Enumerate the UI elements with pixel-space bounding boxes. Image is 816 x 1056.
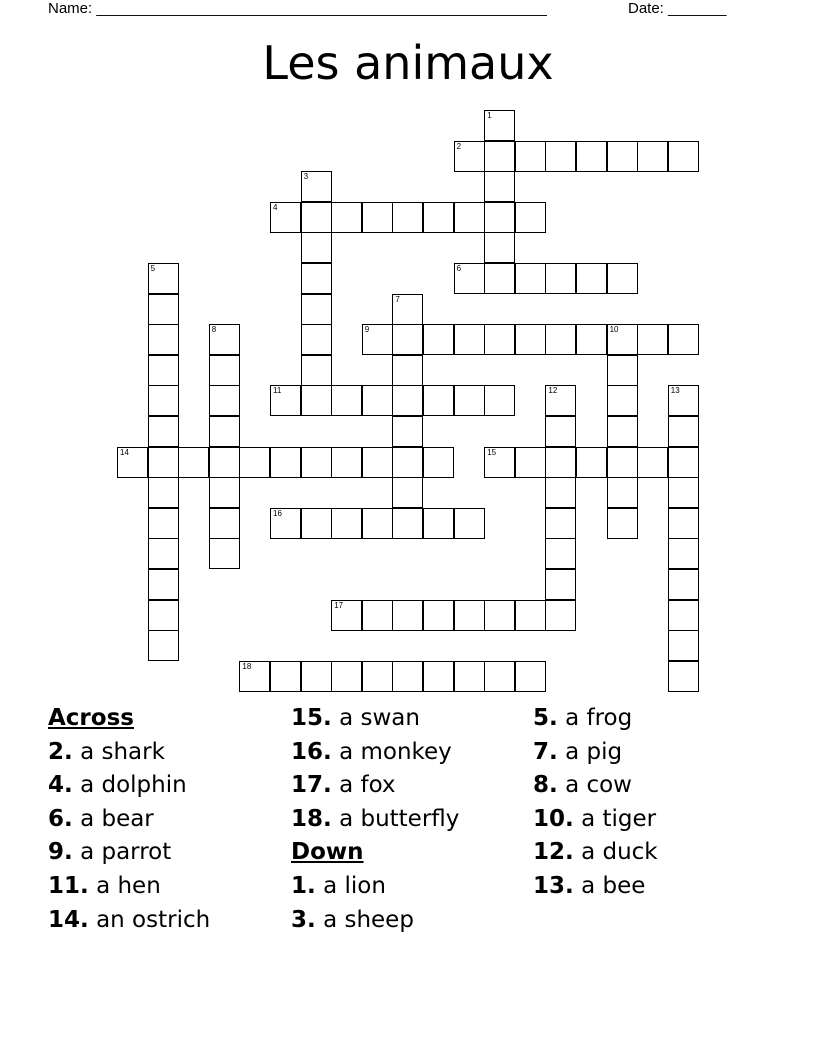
clue-text: a duck — [581, 839, 658, 866]
crossword-cell[interactable] — [545, 508, 576, 539]
crossword-cell[interactable] — [576, 447, 607, 478]
clue-number: 17. — [291, 772, 332, 799]
crossword-cell[interactable] — [331, 447, 362, 478]
crossword-cell[interactable] — [301, 324, 332, 355]
crossword-cell[interactable] — [484, 661, 515, 692]
crossword-cell[interactable] — [423, 202, 454, 233]
crossword-cell[interactable] — [270, 202, 301, 233]
crossword-cell[interactable] — [301, 294, 332, 325]
crossword-cell[interactable] — [239, 447, 270, 478]
clue-item — [533, 836, 658, 870]
clue-item — [48, 836, 210, 870]
crossword-cell[interactable] — [362, 385, 393, 416]
crossword-cell[interactable] — [301, 171, 332, 202]
clue-item — [48, 904, 210, 938]
crossword-cell[interactable] — [545, 538, 576, 569]
crossword-cell[interactable] — [209, 508, 240, 539]
crossword-cell[interactable] — [148, 569, 179, 600]
cell-number: 12 — [548, 386, 558, 396]
crossword-cell[interactable] — [209, 477, 240, 508]
cell-number: 16 — [273, 508, 282, 518]
crossword-cell[interactable] — [515, 263, 546, 294]
crossword-cell[interactable] — [148, 508, 179, 539]
clue-number: 12. — [533, 839, 574, 866]
crossword-cell[interactable] — [270, 447, 301, 478]
crossword-cell[interactable] — [331, 202, 362, 233]
crossword-cell[interactable] — [607, 355, 638, 386]
crossword-cell[interactable] — [209, 447, 240, 478]
clue-text: a bee — [581, 872, 646, 899]
clue-text: an ostrich — [96, 906, 211, 933]
crossword-cell[interactable] — [423, 447, 454, 478]
crossword-cell[interactable] — [209, 324, 240, 355]
crossword-cell[interactable] — [668, 447, 699, 478]
crossword-cell[interactable] — [362, 447, 393, 478]
crossword-cell[interactable] — [392, 294, 423, 325]
clue-number: 14. — [48, 906, 89, 933]
crossword-cell[interactable] — [331, 661, 362, 692]
crossword-cell[interactable] — [576, 324, 607, 355]
clue-text: a frog — [565, 705, 633, 731]
crossword-cell[interactable] — [576, 263, 607, 294]
cell-number: 13 — [670, 386, 680, 396]
crossword-cell[interactable] — [301, 232, 332, 263]
crossword-cell[interactable] — [484, 171, 515, 202]
crossword-cell[interactable] — [148, 447, 179, 478]
clue-text: a pig — [565, 738, 623, 765]
cell-number: 11 — [273, 386, 282, 396]
clue-item — [291, 769, 459, 803]
crossword-cell[interactable] — [148, 477, 179, 508]
crossword-cell[interactable] — [454, 661, 485, 692]
crossword-cell[interactable] — [607, 263, 638, 294]
clue-heading-down: Down — [291, 839, 364, 866]
crossword-cell[interactable] — [392, 324, 423, 355]
crossword-cell[interactable] — [148, 355, 179, 386]
clue-item — [48, 736, 210, 770]
crossword-cell[interactable] — [392, 416, 423, 447]
crossword-cell[interactable] — [148, 385, 179, 416]
crossword-cell[interactable] — [362, 324, 393, 355]
clue-text: a hen — [96, 872, 161, 899]
crossword-cell[interactable] — [423, 600, 454, 631]
cell-number: 2 — [456, 141, 462, 151]
cell-number: 10 — [609, 325, 619, 335]
crossword-cell[interactable] — [392, 477, 423, 508]
cell-number: 17 — [334, 600, 344, 610]
crossword-cell[interactable] — [484, 141, 515, 172]
clue-item — [291, 904, 459, 938]
clue-number: 10. — [533, 805, 574, 832]
crossword-cell[interactable] — [270, 661, 301, 692]
cell-number: 8 — [211, 325, 217, 335]
clue-item — [48, 870, 210, 904]
crossword-cell[interactable] — [148, 324, 179, 355]
crossword-cell[interactable] — [454, 600, 485, 631]
crossword-cell[interactable] — [301, 447, 332, 478]
crossword-cell[interactable] — [392, 202, 423, 233]
crossword-cell[interactable] — [484, 110, 515, 141]
crossword-cell[interactable] — [515, 141, 546, 172]
date-field: Date: _______ — [628, 0, 727, 17]
clue-column-2 — [291, 702, 459, 937]
crossword-cell[interactable] — [484, 447, 515, 478]
crossword-cell[interactable] — [545, 385, 576, 416]
crossword-cell[interactable] — [637, 324, 668, 355]
crossword-cell[interactable] — [239, 661, 270, 692]
clue-item — [533, 870, 658, 904]
crossword-cell[interactable] — [270, 508, 301, 539]
crossword-cell[interactable] — [637, 447, 668, 478]
crossword-cell[interactable] — [454, 508, 485, 539]
crossword-cell[interactable] — [423, 324, 454, 355]
crossword-cell[interactable] — [607, 416, 638, 447]
name-field: Name: ______________________________________________________ — [48, 0, 547, 17]
clue-number: 15. — [291, 705, 332, 731]
clue-column-1 — [48, 702, 210, 937]
clue-text: a tiger — [581, 805, 657, 832]
crossword-cell[interactable] — [392, 385, 423, 416]
crossword-cell[interactable] — [607, 477, 638, 508]
crossword-cell[interactable] — [362, 600, 393, 631]
crossword-cell[interactable] — [668, 600, 699, 631]
clue-number: 1. — [291, 872, 316, 899]
clue-heading-across: Across — [48, 705, 134, 731]
crossword-cell[interactable] — [484, 324, 515, 355]
crossword-cell[interactable] — [668, 385, 699, 416]
crossword-cell[interactable] — [576, 141, 607, 172]
crossword-cell[interactable] — [668, 324, 699, 355]
crossword-cell[interactable] — [668, 630, 699, 661]
clue-number: 16. — [291, 738, 332, 765]
crossword-cell[interactable] — [607, 385, 638, 416]
crossword-cell[interactable] — [423, 661, 454, 692]
crossword-cell[interactable] — [515, 661, 546, 692]
cell-number: 3 — [303, 172, 309, 182]
crossword-cell[interactable] — [423, 508, 454, 539]
crossword-cell[interactable] — [668, 141, 699, 172]
cell-number: 1 — [487, 111, 492, 120]
crossword-cell[interactable] — [148, 630, 179, 661]
crossword-cell[interactable] — [454, 141, 485, 172]
crossword-cell[interactable] — [301, 202, 332, 233]
clue-number: 4. — [48, 772, 73, 799]
crossword-cell[interactable] — [209, 355, 240, 386]
clue-item — [48, 769, 210, 803]
clue-text: a fox — [339, 772, 396, 799]
crossword-cell[interactable] — [545, 600, 576, 631]
clue-number: 18. — [291, 805, 332, 832]
clue-text: a swan — [339, 705, 420, 731]
crossword-cell[interactable] — [484, 385, 515, 416]
crossword-cell[interactable] — [545, 477, 576, 508]
clue-item — [291, 870, 459, 904]
crossword-cell[interactable] — [484, 202, 515, 233]
clue-item — [291, 803, 459, 837]
cell-number: 9 — [364, 325, 370, 335]
crossword-cell[interactable] — [545, 416, 576, 447]
crossword-cell[interactable] — [484, 600, 515, 631]
clue-number: 6. — [48, 805, 73, 832]
crossword-cell[interactable] — [392, 508, 423, 539]
clue-item — [533, 702, 658, 736]
crossword-cell[interactable] — [545, 569, 576, 600]
crossword-cell[interactable] — [392, 600, 423, 631]
crossword-cell[interactable] — [178, 447, 209, 478]
cell-number: 14 — [120, 447, 129, 457]
clue-number: 2. — [48, 738, 73, 765]
crossword-cell[interactable] — [454, 202, 485, 233]
crossword-cell[interactable] — [545, 141, 576, 172]
clue-number: 11. — [48, 872, 89, 899]
crossword-cell[interactable] — [545, 263, 576, 294]
crossword-cell[interactable] — [668, 569, 699, 600]
page-title: Les animaux — [262, 36, 554, 90]
crossword-cell[interactable] — [515, 600, 546, 631]
clue-item — [291, 736, 459, 770]
crossword-cell[interactable] — [515, 447, 546, 478]
crossword-cell[interactable] — [301, 355, 332, 386]
clue-text: a dolphin — [80, 772, 187, 799]
crossword-cell[interactable] — [423, 385, 454, 416]
clue-item — [48, 803, 210, 837]
crossword-cell[interactable] — [117, 447, 148, 478]
crossword-cell[interactable] — [607, 141, 638, 172]
crossword-cell[interactable] — [484, 263, 515, 294]
crossword-cell[interactable] — [331, 600, 362, 631]
cell-number: 4 — [273, 202, 278, 212]
cell-number: 6 — [456, 264, 462, 273]
crossword-cell[interactable] — [545, 447, 576, 478]
crossword-cell[interactable] — [148, 416, 179, 447]
clue-number: 9. — [48, 839, 73, 866]
clue-column-3 — [533, 702, 658, 904]
crossword-cell[interactable] — [148, 538, 179, 569]
crossword-cell[interactable] — [362, 202, 393, 233]
crossword-cell[interactable] — [148, 600, 179, 631]
crossword-cell[interactable] — [392, 661, 423, 692]
cell-number: 5 — [150, 264, 156, 273]
crossword-cell[interactable] — [637, 141, 668, 172]
crossword-cell[interactable] — [331, 508, 362, 539]
crossword-cell[interactable] — [362, 508, 393, 539]
clue-item — [533, 769, 658, 803]
crossword-cell[interactable] — [668, 477, 699, 508]
crossword-cell[interactable] — [301, 385, 332, 416]
clue-text: a butterfly — [339, 805, 460, 832]
crossword-cell[interactable] — [148, 263, 179, 294]
crossword-cell[interactable] — [515, 202, 546, 233]
clue-number: 5. — [533, 705, 558, 731]
clue-text: a lion — [323, 872, 386, 899]
crossword-cell[interactable] — [392, 447, 423, 478]
clue-text: a sheep — [323, 906, 414, 933]
crossword-cell[interactable] — [301, 661, 332, 692]
crossword-cell[interactable] — [607, 324, 638, 355]
cell-number: 7 — [395, 294, 400, 304]
crossword-cell[interactable] — [668, 508, 699, 539]
cell-number: 15 — [487, 447, 497, 457]
crossword-cell[interactable] — [607, 508, 638, 539]
crossword-cell[interactable] — [668, 661, 699, 692]
crossword-cell[interactable] — [484, 232, 515, 263]
clue-text: a monkey — [339, 738, 452, 765]
crossword-cell[interactable] — [454, 385, 485, 416]
clue-number: 8. — [533, 772, 558, 799]
crossword-cell[interactable] — [331, 385, 362, 416]
crossword-cell[interactable] — [454, 324, 485, 355]
crossword-cell[interactable] — [270, 385, 301, 416]
clue-number: 7. — [533, 738, 558, 765]
crossword-cell[interactable] — [668, 538, 699, 569]
crossword-cell[interactable] — [362, 661, 393, 692]
crossword-cell[interactable] — [392, 355, 423, 386]
clue-text: a cow — [565, 772, 632, 799]
crossword-cell[interactable] — [209, 416, 240, 447]
clue-text: a shark — [80, 738, 165, 765]
cell-number: 18 — [242, 661, 252, 671]
clue-text: a bear — [80, 805, 154, 832]
crossword-cell[interactable] — [607, 447, 638, 478]
crossword-cell[interactable] — [515, 324, 546, 355]
clue-number: 3. — [291, 906, 316, 933]
clue-item — [533, 803, 658, 837]
crossword-cell[interactable] — [209, 385, 240, 416]
clue-item — [291, 702, 459, 736]
crossword-cell[interactable] — [148, 294, 179, 325]
crossword-cell[interactable] — [668, 416, 699, 447]
clue-item — [533, 736, 658, 770]
crossword-cell[interactable] — [209, 538, 240, 569]
clue-number: 13. — [533, 872, 574, 899]
clue-text: a parrot — [80, 839, 172, 866]
crossword-cell[interactable] — [454, 263, 485, 294]
crossword-cell[interactable] — [301, 263, 332, 294]
crossword-cell[interactable] — [545, 324, 576, 355]
crossword-cell[interactable] — [301, 508, 332, 539]
